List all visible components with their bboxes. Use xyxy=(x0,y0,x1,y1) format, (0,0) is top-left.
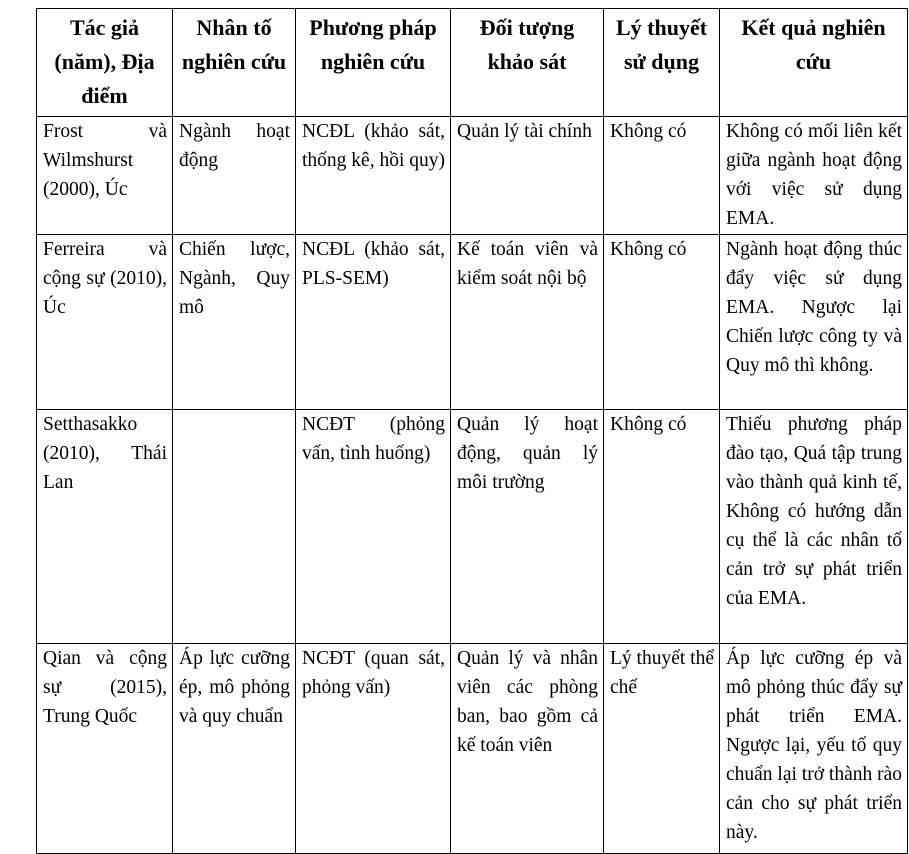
header-author: Tác giả (năm), Địa điểm xyxy=(37,9,173,117)
header-subjects: Đối tượng khảo sát xyxy=(451,9,604,117)
cell-factors: Ngành hoạt động xyxy=(173,117,296,235)
header-result: Kết quả nghiên cứu xyxy=(720,9,908,117)
literature-review-table xyxy=(36,8,908,854)
cell-method: NCĐT (phỏng vấn, tình huống) xyxy=(296,410,451,644)
cell-factors xyxy=(173,410,296,644)
cell-theory: Không có xyxy=(604,117,720,235)
cell-result: Thiếu phương pháp đào tạo, Quá tập trung vào thành quả kinh tế, Không có hướng dẫn cụ thể là các nhân tố cản trở sự phát triển của EMA. xyxy=(720,410,908,644)
cell-theory: Không có xyxy=(604,410,720,644)
header-factors: Nhân tố nghiên cứu xyxy=(173,9,296,117)
cell-result: Áp lực cưỡng ép và mô phỏng thúc đẩy sự phát triển EMA. Ngược lại, yếu tố quy chuẩn lại trở thành rào cản cho sự phát triển này. xyxy=(720,644,908,854)
cell-author: Qian và cộng sự (2015), Trung Quốc xyxy=(37,644,173,854)
cell-subjects: Kế toán viên và kiểm soát nội bộ xyxy=(451,235,604,410)
cell-author: Setthasakko (2010), Thái Lan xyxy=(37,410,173,644)
cell-subjects: Quản lý hoạt động, quản lý môi trường xyxy=(451,410,604,644)
cell-author: Frost và Wilmshurst (2000), Úc xyxy=(37,117,173,235)
cell-author: Ferreira và cộng sự (2010), Úc xyxy=(37,235,173,410)
cell-theory: Lý thuyết thể chế xyxy=(604,644,720,854)
cell-subjects: Quản lý tài chính xyxy=(451,117,604,235)
header-theory: Lý thuyết sử dụng xyxy=(604,9,720,117)
table-row xyxy=(37,410,908,644)
cell-method: NCĐT (quan sát, phỏng vấn) xyxy=(296,644,451,854)
cell-method: NCĐL (khảo sát, thống kê, hồi quy) xyxy=(296,117,451,235)
table-row xyxy=(37,117,908,235)
cell-factors: Áp lực cưỡng ép, mô phỏng và quy chuẩn xyxy=(173,644,296,854)
cell-result: Ngành hoạt động thúc đẩy việc sử dụng EMA. Ngược lại Chiến lược công ty và Quy mô thì không. xyxy=(720,235,908,410)
cell-method: NCĐL (khảo sát, PLS-SEM) xyxy=(296,235,451,410)
cell-subjects: Quản lý và nhân viên các phòng ban, bao gồm cả kế toán viên xyxy=(451,644,604,854)
table-row xyxy=(37,235,908,410)
cell-theory: Không có xyxy=(604,235,720,410)
table-header-row xyxy=(37,9,908,117)
header-method: Phương pháp nghiên cứu xyxy=(296,9,451,117)
table-row xyxy=(37,644,908,854)
cell-result: Không có mối liên kết giữa ngành hoạt động với việc sử dụng EMA. xyxy=(720,117,908,235)
cell-factors: Chiến lược, Ngành, Quy mô xyxy=(173,235,296,410)
